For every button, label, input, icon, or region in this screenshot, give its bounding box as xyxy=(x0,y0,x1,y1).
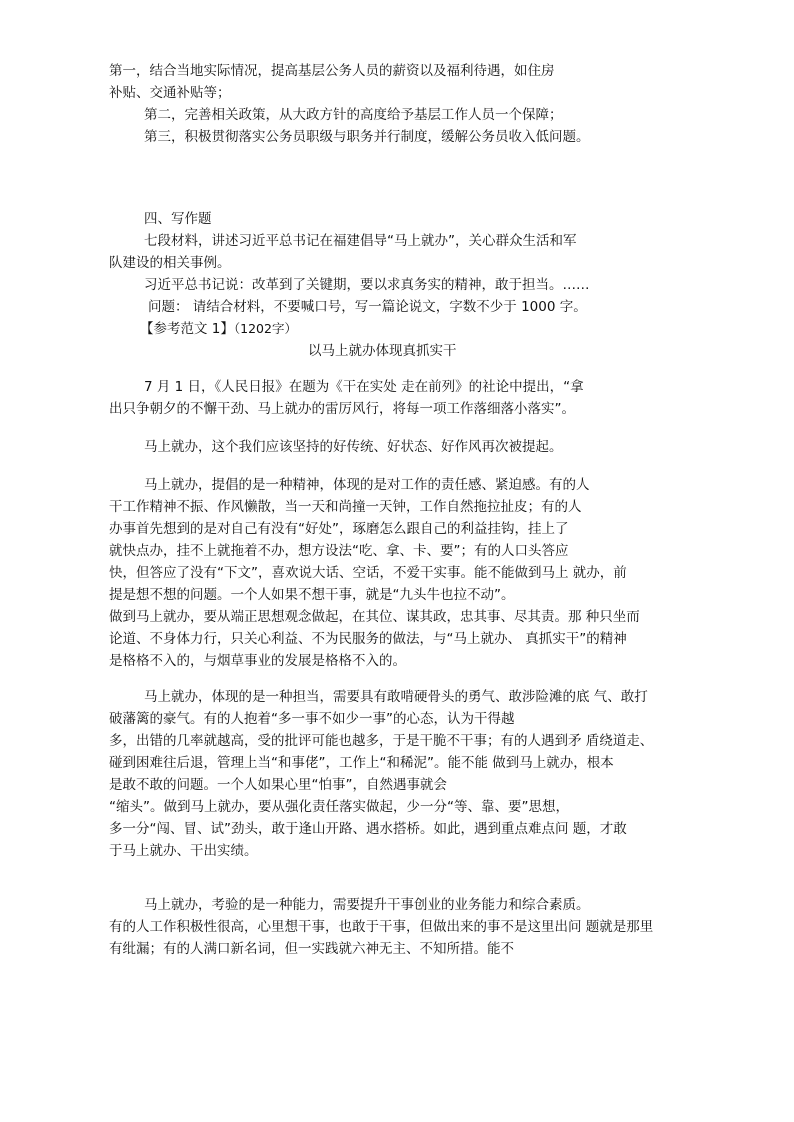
paragraph-line: 提是想不想的问题。一个人如果不想干事，就是“九头牛也拉不动”。 xyxy=(109,587,515,603)
question-line: 问题： 请结合材料，不要喊口号，写一篇论说文，字数不少于 1000 字。 xyxy=(148,299,587,315)
paragraph-line: 马上就办，考验的是一种能力，需要提升干事创业的业务能力和综合素质。 xyxy=(144,897,590,913)
paragraph-line: 有的人工作积极性很高，心里想干事，也敢于干事，但做出来的事不是这里出问 题就是那里 xyxy=(109,919,654,935)
paragraph-line: 第三，积极贯彻落实公务员职级与职务并行制度，缓解公务员收入低问题。 xyxy=(144,129,590,145)
paragraph-line: 快，但答应了没有“下文”，喜欢说大话、空话，不爱干实事。能不能做到马上 就办，前 xyxy=(109,565,627,581)
paragraph-line: 第一，结合当地实际情况，提高基层公务人员的薪资以及福利待遇，如住房 xyxy=(109,63,555,79)
paragraph-line: 办事首先想到的是对自己有没有“好处”，琢磨怎么跟自己的利益挂钩，挂上了 xyxy=(109,521,569,537)
paragraph-line: 队建设的相关事例。 xyxy=(109,255,231,271)
paragraph-line: 马上就办，提倡的是一种精神，体现的是对工作的责任感、紧迫感。有的人 xyxy=(144,477,590,493)
paragraph-line: 七段材料，讲述习近平总书记在福建倡导“马上就办”，关心群众生活和军 xyxy=(144,233,577,249)
paragraph-line: 出只争朝夕的不懈干劲、马上就办的雷厉风行，将每一项工作落细落小落实”。 xyxy=(109,401,575,417)
paragraph-line: 破藩篱的豪气。有的人抱着“多一事不如少一事”的心态，认为干得越 xyxy=(109,711,515,727)
paragraph-line: “缩头”。做到马上就办，要从强化责任落实做起，少一分“等、靠、要”思想， xyxy=(109,799,569,815)
reference-word-count: （1202字） xyxy=(233,321,297,336)
paragraph-line: 于马上就办、干出实绩。 xyxy=(109,843,258,859)
section-heading: 四、写作题 xyxy=(144,211,212,227)
reference-label xyxy=(140,318,297,340)
reference-label-text: 【参考范文 1】 xyxy=(140,321,234,337)
paragraph-line: 马上就办，这个我们应该坚持的好传统、好状态、好作风再次被提起。 xyxy=(144,439,563,455)
paragraph-line: 是格格不入的，与烟草事业的发展是格格不入的。 xyxy=(109,653,406,669)
paragraph-line: 论道、不身体力行，只关心利益、不为民服务的做法，与“马上就办、 真抓实干”的精神 xyxy=(109,631,627,647)
paragraph-line: 有纰漏；有的人满口新名词，但一实践就六神无主、不知所措。能不 xyxy=(109,941,514,957)
essay-title: 以马上就办体现真抓实干 xyxy=(308,343,457,359)
paragraph-line: 多，出错的几率就越高，受的批评可能也越多，于是干脆不干事；有的人遇到矛 盾绕道走、 xyxy=(109,733,654,749)
paragraph-line: 习近平总书记说：改革到了关键期，要以求真务实的精神，敢于担当。…… xyxy=(144,277,590,293)
paragraph-line: 7 月 1 日，《人民日报》在题为《干在实处 走在前列》的社论中提出，“拿 xyxy=(144,379,584,395)
paragraph-line: 干工作精神不振、作风懒散，当一天和尚撞一天钟，工作自然拖拉扯皮；有的人 xyxy=(109,499,582,515)
paragraph-line: 碰到困难往后退，管理上当“和事佬”，工作上“和稀泥”。能不能 做到马上就办，根本 xyxy=(109,755,614,771)
paragraph-line: 第二，完善相关政策，从大政方针的高度给予基层工作人员一个保障； xyxy=(144,107,563,123)
paragraph-line: 是敢不敢的问题。一个人如果心里“怕事”，自然遇事就会 xyxy=(109,777,447,793)
paragraph-line: 马上就办，体现的是一种担当，需要具有敢啃硬骨头的勇气、敢涉险滩的底 气、敢打 xyxy=(144,689,648,705)
paragraph-line: 做到马上就办，要从端正思想观念做起，在其位、谋其政，忠其事、尽其责。那 种只坐而 xyxy=(109,609,640,625)
paragraph-line: 就快点办，挂不上就拖着不办，想方设法“吃、拿、卡、要”；有的人口头答应 xyxy=(109,543,569,559)
paragraph-line: 补贴、交通补贴等； xyxy=(109,85,231,101)
paragraph-line: 多一分“闯、冒、试”劲头，敢于逢山开路、遇水搭桥。如此，遇到重点难点问 题，才敢 xyxy=(109,821,627,837)
